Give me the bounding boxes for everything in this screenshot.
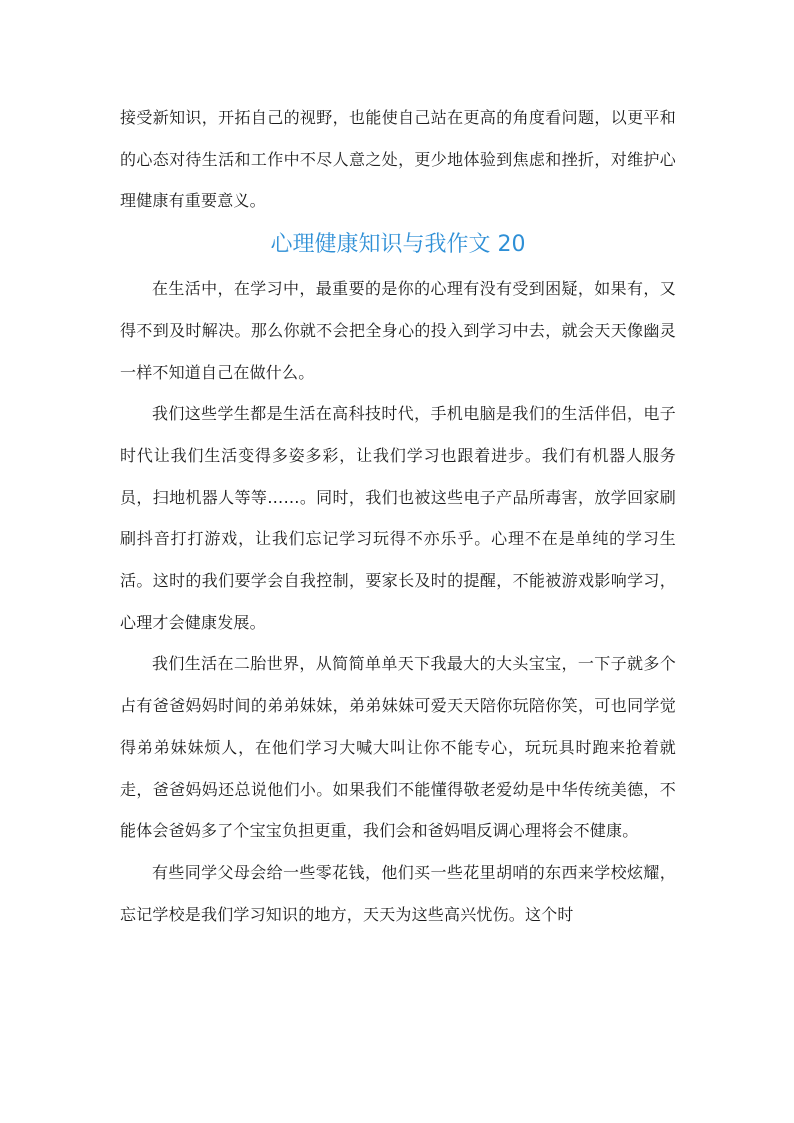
document-page <box>120 97 676 935</box>
lead-paragraph: 接受新知识，开拓自己的视野，也能使自己站在更高的角度看问题，以更平和的心态对待生活和工作中不尽人意之处，更少地体验到焦虑和挫折，对维护心理健康有重要意义。 <box>120 108 676 211</box>
body-paragraph-2: 我们这些学生都是生活在高科技时代，手机电脑是我们的生活伴侣，电子时代让我们生活变得多姿多彩，让我们学习也跟着进步。我们有机器人服务员，扫地机器人等等……。同时，我们也被这些电子产品所毒害，放学回家刷刷抖音打打游戏，让我们忘记学习玩得不亦乐乎。心理不在是单纯的学习生活。这时的我们要学会自我控制，要家长及时的提醒，不能被游戏影响学习，心理才会健康发展。 <box>120 404 676 632</box>
body-paragraph-1: 在生活中，在学习中，最重要的是你的心理有没有受到困疑，如果有，又得不到及时解决。那么你就不会把全身心的投入到学习中去，就会天天像幽灵一样不知道自己在做什么。 <box>120 279 676 382</box>
body-paragraph-3: 我们生活在二胎世界，从简简单单天下我最大的大头宝宝，一下子就多个占有爸爸妈妈时间的弟弟妹妹，弟弟妹妹可爱天天陪你玩陪你笑，可也同学觉得弟弟妹妹烦人，在他们学习大喊大叫让你不能专心，玩玩具时跑来抢着就走，爸爸妈妈还总说他们小。如果我们不能懂得敬老爱幼是中华传统美德，不能体会爸妈多了个宝宝负担更重，我们会和爸妈唱反调心理将会不健康。 <box>120 654 676 841</box>
essay-heading: 心理健康知识与我作文 20 <box>270 232 526 258</box>
body-paragraph-4: 有些同学父母会给一些零花钱，他们买一些花里胡哨的东西来学校炫耀，忘记学校是我们学习知识的地方，天天为这些高兴忧伤。这个时 <box>120 862 676 924</box>
